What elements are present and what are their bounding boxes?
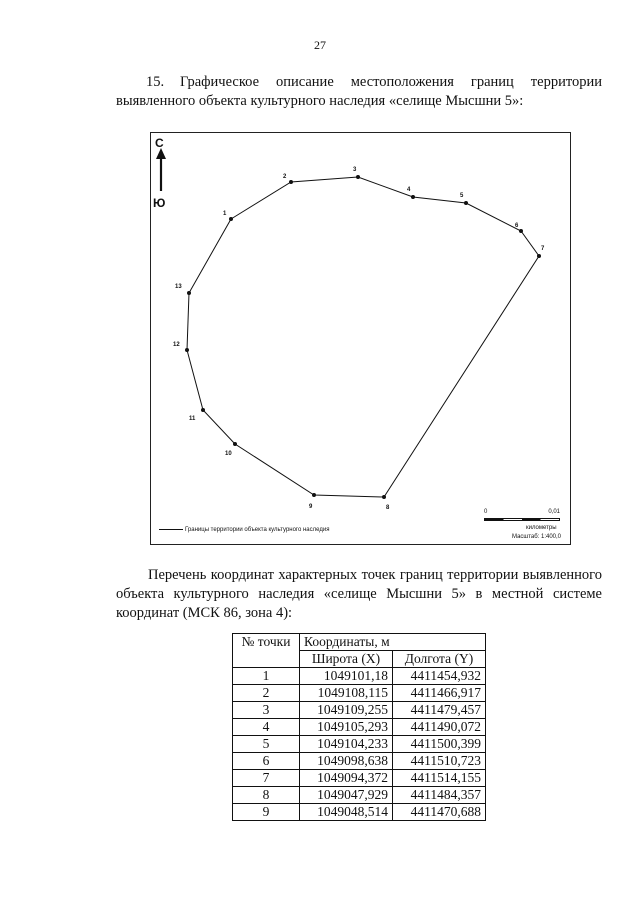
boundary-point-marker <box>312 493 316 497</box>
table-row <box>233 702 486 719</box>
legend-line-swatch <box>159 529 183 530</box>
latitude-cell: 1049108,115 <box>300 685 393 702</box>
table-row <box>233 787 486 804</box>
boundary-point-label: 8 <box>386 505 390 511</box>
legend-text: Границы территории объекта культурного наследия <box>185 527 330 533</box>
south-label: Ю <box>153 196 166 210</box>
boundary-point-label: 4 <box>407 187 411 193</box>
header-point-number: № точки <box>233 634 300 668</box>
section-heading <box>116 73 602 111</box>
boundary-point-marker <box>185 348 189 352</box>
boundary-map <box>150 132 571 545</box>
table-row <box>233 804 486 821</box>
table-header-row <box>233 634 486 651</box>
boundary-point-label: 13 <box>175 284 182 290</box>
boundary-point-label: 9 <box>309 504 313 510</box>
north-arrow-icon <box>156 148 166 191</box>
point-number-cell: 1 <box>233 668 300 685</box>
table-row <box>233 668 486 685</box>
header-coordinates: Координаты, м <box>300 634 486 651</box>
boundary-map-svg <box>151 133 572 546</box>
point-number-cell: 5 <box>233 736 300 753</box>
scale-bar <box>484 518 560 521</box>
boundary-point-marker <box>537 254 541 258</box>
longitude-cell: 4411490,072 <box>393 719 486 736</box>
latitude-cell: 1049101,18 <box>300 668 393 685</box>
latitude-cell: 1049047,929 <box>300 787 393 804</box>
boundary-point-label: 2 <box>283 174 287 180</box>
point-number-cell: 2 <box>233 685 300 702</box>
point-number-cell: 3 <box>233 702 300 719</box>
boundary-point-marker <box>289 180 293 184</box>
boundary-point-marker <box>233 442 237 446</box>
latitude-cell: 1049048,514 <box>300 804 393 821</box>
table-row <box>233 719 486 736</box>
boundary-point-label: 10 <box>225 451 232 457</box>
scale-max-label: 0,01 <box>548 509 560 515</box>
point-number-cell: 8 <box>233 787 300 804</box>
table-row <box>233 753 486 770</box>
point-number-cell: 4 <box>233 719 300 736</box>
boundary-point-marker <box>187 291 191 295</box>
table-row <box>233 685 486 702</box>
table-row <box>233 736 486 753</box>
longitude-cell: 4411479,457 <box>393 702 486 719</box>
longitude-cell: 4411466,917 <box>393 685 486 702</box>
latitude-cell: 1049105,293 <box>300 719 393 736</box>
longitude-cell: 4411454,932 <box>393 668 486 685</box>
header-latitude: Широта (X) <box>300 651 393 668</box>
boundary-point-label: 3 <box>353 167 357 173</box>
latitude-cell: 1049109,255 <box>300 702 393 719</box>
boundary-point-marker <box>356 175 360 179</box>
boundary-point-marker <box>382 495 386 499</box>
latitude-cell: 1049098,638 <box>300 753 393 770</box>
coordinates-table <box>232 633 486 821</box>
scale-ratio-label: Масштаб: 1:400,0 <box>512 534 562 540</box>
page-number: 27 <box>314 38 326 52</box>
north-label: С <box>155 136 164 150</box>
longitude-cell: 4411510,723 <box>393 753 486 770</box>
scale-zero-label: 0 <box>484 509 488 515</box>
longitude-cell: 4411470,688 <box>393 804 486 821</box>
table-row <box>233 770 486 787</box>
section-number: 15. <box>146 74 165 90</box>
boundary-points <box>173 167 545 511</box>
boundary-point-label: 5 <box>460 193 464 199</box>
boundary-point-label: 12 <box>173 342 180 348</box>
boundary-point-marker <box>519 229 523 233</box>
point-number-cell: 7 <box>233 770 300 787</box>
map-legend <box>159 527 329 533</box>
coordinates-intro: Перечень координат характерных точек границ территории выявленного объекта культурного наследия «селище Мысшни 5» в местной системе координат (МСК 86, зона 4): <box>116 567 602 621</box>
latitude-cell: 1049104,233 <box>300 736 393 753</box>
point-number-cell: 6 <box>233 753 300 770</box>
boundary-point-label: 1 <box>223 211 227 217</box>
longitude-cell: 4411500,399 <box>393 736 486 753</box>
point-number-cell: 9 <box>233 804 300 821</box>
scale-unit-label: километры <box>526 525 557 531</box>
longitude-cell: 4411484,357 <box>393 787 486 804</box>
boundary-point-marker <box>411 195 415 199</box>
boundary-point-marker <box>201 408 205 412</box>
boundary-polygon <box>187 177 539 497</box>
section-title: Графическое описание местоположения границ территории выявленного объекта культурного наследия «селище Мысшни 5»: <box>116 74 602 109</box>
longitude-cell: 4411514,155 <box>393 770 486 787</box>
boundary-point-label: 7 <box>541 246 545 252</box>
boundary-point-label: 6 <box>515 223 519 229</box>
boundary-point-marker <box>229 217 233 221</box>
boundary-point-label: 11 <box>189 416 196 422</box>
header-longitude: Долгота (Y) <box>393 651 486 668</box>
latitude-cell: 1049094,372 <box>300 770 393 787</box>
boundary-point-marker <box>464 201 468 205</box>
scale-bar-block <box>484 509 564 543</box>
